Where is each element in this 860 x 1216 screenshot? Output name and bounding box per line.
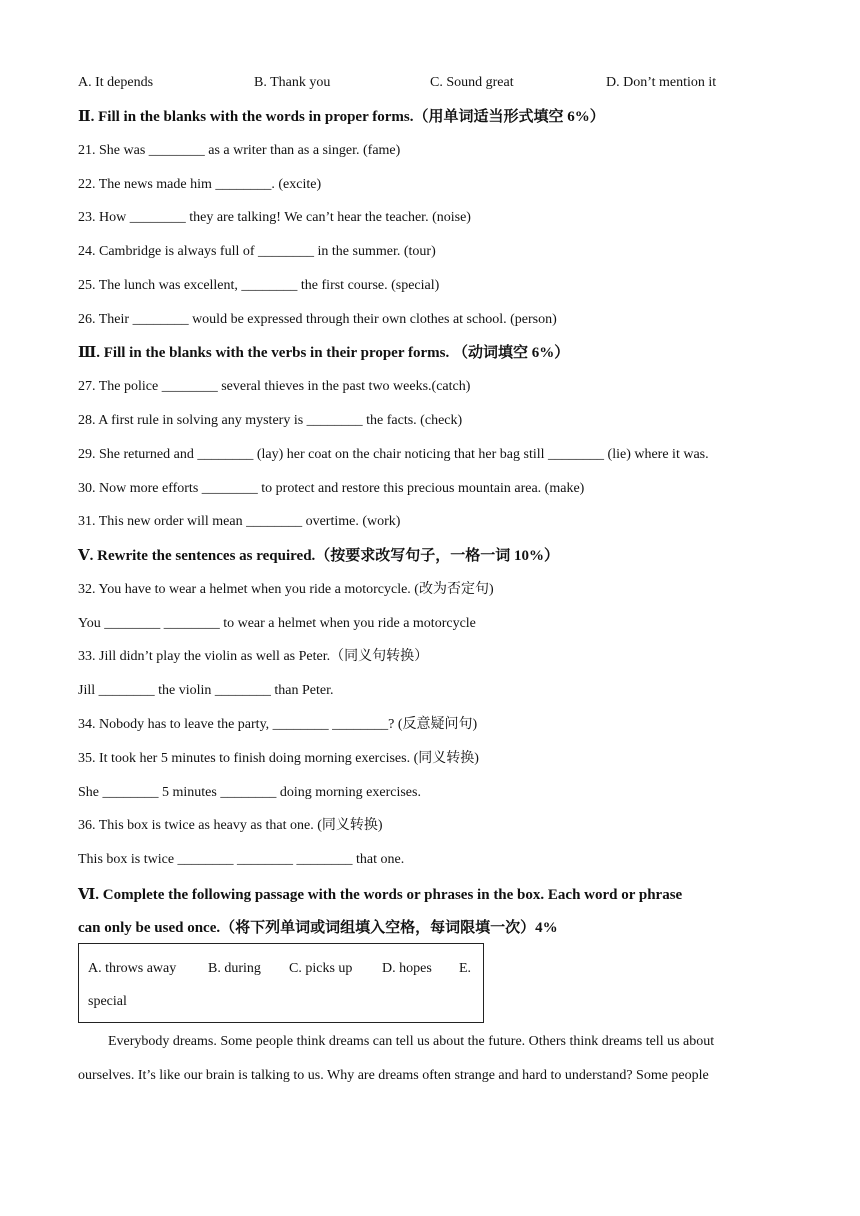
answer-line-32: You ________ ________ to wear a helmet when you ride a motorcycle: [78, 616, 476, 631]
question-23: 23. How ________ they are talking! We can’t hear the teacher. (noise): [78, 210, 471, 225]
option-c: C. Sound great: [430, 75, 514, 90]
word-box: [78, 943, 484, 1023]
answer-line-33: Jill ________ the violin ________ than Peter.: [78, 683, 334, 698]
word-option-e-text: special: [88, 994, 127, 1009]
question-35: 35. It took her 5 minutes to finish doing morning exercises. (同义转换): [78, 751, 479, 766]
answer-line-36: This box is twice ________ ________ ________ that one.: [78, 852, 405, 867]
question-28: 28. A first rule in solving any mystery is ________ the facts. (check): [78, 413, 463, 428]
passage-line-1: Everybody dreams. Some people think dreams can tell us about the future. Others think dreams tell us about: [108, 1034, 715, 1049]
section-3-heading: Ⅲ. Fill in the blanks with the verbs in their proper forms. （动词填空 6%）: [78, 345, 570, 361]
option-d: D. Don’t mention it: [606, 75, 717, 90]
word-option-b: B. during: [208, 961, 261, 976]
word-option-a: A. throws away: [88, 961, 177, 976]
word-option-e: E.: [459, 961, 472, 976]
passage-line-2: ourselves. It’s like our brain is talking to us. Why are dreams often strange and hard to understand? Some people: [78, 1068, 709, 1083]
section-2-heading: Ⅱ. Fill in the blanks with the words in proper forms.（用单词适当形式填空 6%）: [78, 109, 605, 125]
question-25: 25. The lunch was excellent, ________ the first course. (special): [78, 278, 440, 293]
word-option-c: C. picks up: [289, 961, 353, 976]
question-29: 29. She returned and ________ (lay) her coat on the chair noticing that her bag still ________ (lie) where it was.: [78, 447, 709, 462]
section-6-heading-line-1: Ⅵ. Complete the following passage with the words or phrases in the box. Each word or phrase: [78, 887, 683, 903]
question-33: 33. Jill didn’t play the violin as well as Peter.（同义句转换）: [78, 649, 429, 664]
q20-options: [78, 73, 778, 93]
section-5-heading: Ⅴ. Rewrite the sentences as required.（按要求改写句子，一格一词 10%）: [78, 548, 560, 564]
answer-line-35: She ________ 5 minutes ________ doing morning exercises.: [78, 785, 421, 800]
word-box-row: [88, 959, 476, 979]
section-6-heading-line-2: can only be used once.（将下列单词或词组填入空格，每词限填一次）4%: [78, 920, 558, 936]
question-34: 34. Nobody has to leave the party, ________ ________? (反意疑问句): [78, 717, 478, 732]
question-32: 32. You have to wear a helmet when you ride a motorcycle. (改为否定句): [78, 582, 494, 597]
question-30: 30. Now more efforts ________ to protect and restore this precious mountain area. (make): [78, 481, 585, 496]
question-22: 22. The news made him ________. (excite): [78, 177, 322, 192]
word-option-d: D. hopes: [382, 961, 432, 976]
question-21: 21. She was ________ as a writer than as a singer. (fame): [78, 143, 401, 158]
question-36: 36. This box is twice as heavy as that one. (同义转换): [78, 818, 383, 833]
question-27: 27. The police ________ several thieves in the past two weeks.(catch): [78, 379, 471, 394]
option-b: B. Thank you: [254, 75, 331, 90]
question-31: 31. This new order will mean ________ overtime. (work): [78, 514, 401, 529]
option-a: A. It depends: [78, 75, 154, 90]
question-26: 26. Their ________ would be expressed through their own clothes at school. (person): [78, 312, 557, 327]
question-24: 24. Cambridge is always full of ________ in the summer. (tour): [78, 244, 436, 259]
